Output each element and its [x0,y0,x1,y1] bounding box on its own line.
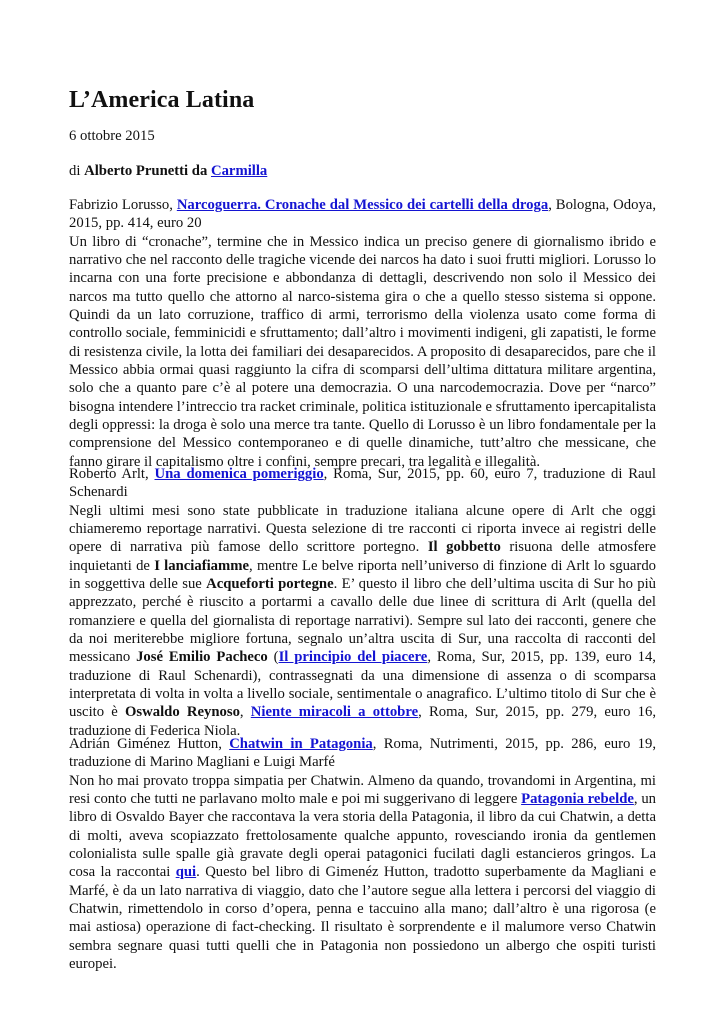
review-body [69,502,656,740]
text-run: , Roma, Sur, 2015, pp. 60, euro 7, traduzione di Raul Schenardi [69,466,656,501]
text-run: Adrián Giménez Hutton, [69,736,230,752]
review-citation [69,735,656,772]
book-link[interactable]: Una domenica pomeriggio [154,466,324,482]
byline [69,162,267,180]
text-run: , Bologna, Odoya, 2015, pp. 414, euro 20 [69,197,656,232]
text-run: Non ho mai provato troppa simpatia per Chatwin. Almeno da quando, trovandomi in Argentina, mi resi conto che tutti ne parlavano molto male e poi mi suggerivano di leggere [69,772,656,808]
book-link[interactable]: qui [175,864,197,881]
text-run: Fabrizio Lorusso, [69,197,177,213]
book-link[interactable]: Carmilla [210,163,268,179]
book-link[interactable]: Chatwin in Patagonia [229,736,373,752]
text-run: . E’ questo il libro che dell’ultima uscita di Sur ho più apprezzato, perché è riuscito a portarmi a cavallo delle due linee di scrittura di Arlt (quella del romanziere e quella del giornalista di reportage narrativi). Sempre sul lato dei racconti, genere che da noi meriterebbe migliore fortuna, segnalo un’altra uscita di Sur, una raccolta di racconti del messicano [69,576,656,666]
text-run: Negli ultimi mesi sono state pubblicate in traduzione italiana alcune opere di Arlt che oggi chiameremo reportage narrativi. Questa selezione di tre racconti ci riporta invece ai registri delle opere di narrativa più famose dello scrittore portegno. [69,502,656,556]
bold-text: I lanciafiamme [154,557,250,574]
book-link[interactable]: Narcoguerra. Cronache dal Messico dei cartelli della droga [176,197,549,213]
bold-text: José Emilio Pacheco [136,649,268,666]
text-run: . Questo bel libro di Gimenéz Hutton, tradotto superbamente da Magliani e Marfé, è da un lato narrativa di viaggio, dato che l’autore segue alla lettera i percorsi del viaggio di Chatwin, rimettendolo in corso d’opera, penna e taccuino alla mano; dall’altro è una rigorosa (e mai astiosa) operazione di fact-checking. Il risultato è sorprendente e il malumore verso Chatwin sembra segnare quasi tutti quelli che in Patagonia non possiedono un albergo che ospiti turisti europei. [69,864,656,973]
article-title: L’America Latina [69,87,255,113]
text-run: , mentre Le belve riporta nell’universo di finzione di Arlt lo sguardo in soggettiva delle sue [69,557,657,593]
text-run: , Roma, Sur, 2015, pp. 139, euro 14, traduzione di Raul Schenardi), contrassegnati da una dimensione di assenza o di scomparsa interpretata di volta in volta a livello sociale, sentimentale o anagrafico. L’ultimo titolo di Sur che è uscito è [69,649,656,721]
text-run: Roberto Arlt, [69,466,155,482]
review-body [69,772,656,974]
bold-text: Acqueforti portegne [206,576,334,593]
review-citation [69,465,656,502]
text-run: di [69,163,85,179]
review-citation [69,196,656,233]
text-run: , [239,704,251,721]
bold-text: Oswaldo Reynoso [125,704,240,721]
text-run: ( [267,649,279,666]
review-lorusso [69,196,656,471]
text-run: , Roma, Sur, 2015, pp. 279, euro 16, traduzione di Federica Niola. [69,704,656,739]
review-arlt [69,465,656,740]
text-run: risuona delle atmosfere inquietanti de [69,539,657,574]
text-run: Un libro di “cronache”, termine che in Messico indica un preciso genere di giornalismo ibrido e narrativo che nel racconto delle tragiche vicende dei narcos ha dato i suoi frutti migliori. Lorusso lo incarna con una forte precisione e abbondanza di dettagli, descrivendo non solo il Messico dei narcos ma tutto quello che attorno al narco-sistema gira o che a quello stesso sistema si oppone. Quindi da un lato corruzione, traffico di armi, terrorismo della violenza usato come forma di controllo sociale, femminicidi e sfruttamento; dall’altro i movimenti indigeni, gli zapatisti, le forme di resistenza civile, la lotta dei familiari dei desaparecidos. A proposito di desaparecidos, pare che il Messico abbia ormai quasi raggiunto la cifra di scomparsi dell’ultima dittatura militare argentina, solo che a quanto pare c’è al potere una democrazia. O una narcodemocrazia. Dove per “narco” bisogna intendere l’intreccio tra racket criminale, politica istituzionale e sfruttamento ipercapitalista degli oppressi: la droga è solo una merce tra tante. Quello di Lorusso è un libro fondamentale per la comprensione del Messico contemporaneo e di quelle dinamiche, tutt’altro che messicane, che fanno girare il capitalismo oltre i confini, sempre precari, tra legalità e illegalità. [69,233,656,470]
book-link[interactable]: Patagonia rebelde [521,791,634,808]
review-gimenez-hutton [69,735,656,973]
text-run: , Roma, Nutrimenti, 2015, pp. 286, euro 19, traduzione di Marino Magliani e Luigi Marfé [69,736,656,771]
bold-text: Alberto Prunetti da [84,163,211,179]
publication-date: 6 ottobre 2015 [69,128,155,144]
text-run: , un libro di Osvaldo Bayer che raccontava la vera storia della Patagonia, il libro da cui Chatwin, a detta di molti, aveva scopiazzato frettolosamente qualche appunto, rovesciando ironia da gentlemen colonialista sulle spalle già gravate degli operai patagonici fucilati dagli estancieros gringos. La cosa la raccontai [69,791,657,881]
book-link[interactable]: Niente miracoli a ottobre [250,704,419,721]
review-body [69,233,656,471]
book-link[interactable]: Il principio del piacere [278,649,428,666]
bold-text: Il gobbetto [427,539,501,556]
